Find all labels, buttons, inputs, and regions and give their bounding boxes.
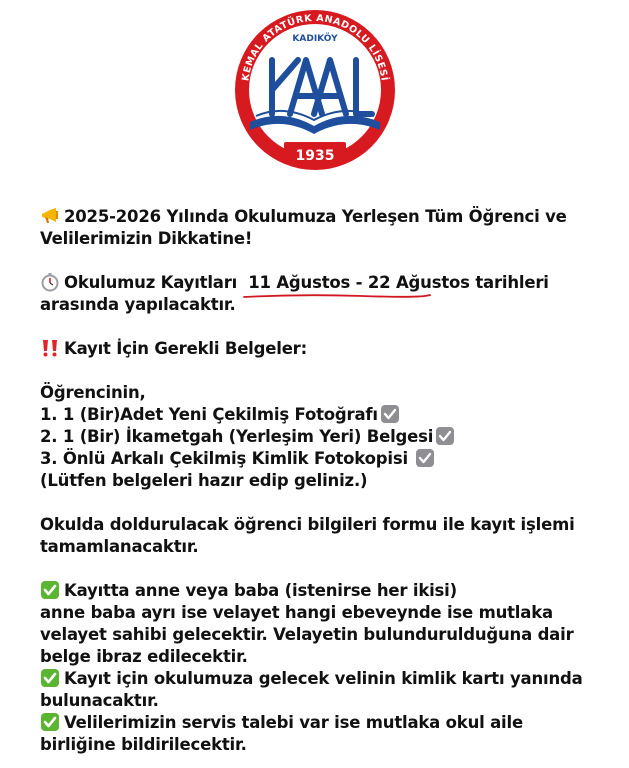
logo-year: 1935 <box>295 148 335 164</box>
document-item-text: 2. 1 (Bir) İkametgah (Yerleşim Yeri) Belgesi <box>40 427 434 446</box>
document-item-text: 1. 1 (Bir)Adet Yeni Çekilmiş Fotoğrafı <box>40 405 378 424</box>
registration-date-range <box>248 272 470 294</box>
green-check-box-icon <box>40 668 60 688</box>
checkbox-checked-icon <box>415 448 435 468</box>
documents-note: (Lütfen belgeleri hazır edip geliniz.) <box>40 471 368 490</box>
registration-dates-prefix: Okulumuz Kayıtları <box>64 273 238 292</box>
form-info-line-1: Okulda doldurulacak öğrenci bilgileri formu ile kayıt işlemi <box>40 515 575 534</box>
registration-dates-line-2: arasında yapılacaktır. <box>40 295 236 314</box>
note-item-text: Kayıt için okulumuza gelecek velinin kimlik kartı yanında <box>64 669 583 688</box>
note-item-continuation: anne baba ayrı ise velayet hangi ebeveynde ise mutlaka <box>40 603 553 622</box>
note-item-text: Kayıtta anne veya baba (istenirse her ikisi) <box>64 581 457 600</box>
logo-district: KADIKÖY <box>292 34 338 44</box>
checkbox-checked-icon <box>435 426 455 446</box>
announcement-body <box>40 206 620 756</box>
note-item-continuation: bulunacaktır. <box>40 691 159 710</box>
double-exclamation-icon <box>40 338 60 358</box>
note-item-continuation: belge ibraz edilecektir. <box>40 647 248 666</box>
registration-date-range-text: 11 Ağustos - 22 Ağustos <box>248 273 470 292</box>
registration-dates-suffix: tarihleri <box>475 273 549 292</box>
announcement-title: 2025-2026 Yılında Okulumuza Yerleşen Tüm Öğrenci ve <box>64 207 567 226</box>
green-check-box-icon <box>40 580 60 600</box>
registration-dates-line <box>40 272 620 294</box>
document-item-text: 3. Önlü Arkalı Çekilmiş Kimlik Fotokopisi <box>40 449 414 468</box>
megaphone-icon <box>40 206 60 226</box>
logo-arc-text: KEMAL ATATÜRK ANADOLU LİSESİ <box>240 12 390 82</box>
note-item-continuation: birliğine bildirilecektir. <box>40 735 247 754</box>
school-logo <box>210 4 420 172</box>
note-item <box>40 712 620 734</box>
document-item <box>40 448 620 470</box>
note-item <box>40 580 620 602</box>
green-check-box-icon <box>40 712 60 732</box>
announcement-title-line-2: Velilerimizin Dikkatine! <box>40 229 253 248</box>
required-documents-heading-text: Kayıt İçin Gerekli Belgeler: <box>64 339 308 358</box>
note-item-text: Velilerimizin servis talebi var ise mutlaka okul aile <box>64 713 523 732</box>
checkbox-checked-icon <box>380 404 400 424</box>
stopwatch-icon <box>40 272 60 292</box>
announcement-title-line-1 <box>40 206 620 228</box>
document-item <box>40 404 620 426</box>
document-item <box>40 426 620 448</box>
school-logo-emblem <box>210 4 420 172</box>
required-documents-heading <box>40 338 620 360</box>
red-underline-mark <box>242 292 432 300</box>
student-heading: Öğrencinin, <box>40 383 146 402</box>
note-item-continuation: velayet sahibi gelecektir. Velayetin bulundurulduğuna dair <box>40 625 574 644</box>
form-info-line-2: tamamlanacaktır. <box>40 537 199 556</box>
note-item <box>40 668 620 690</box>
